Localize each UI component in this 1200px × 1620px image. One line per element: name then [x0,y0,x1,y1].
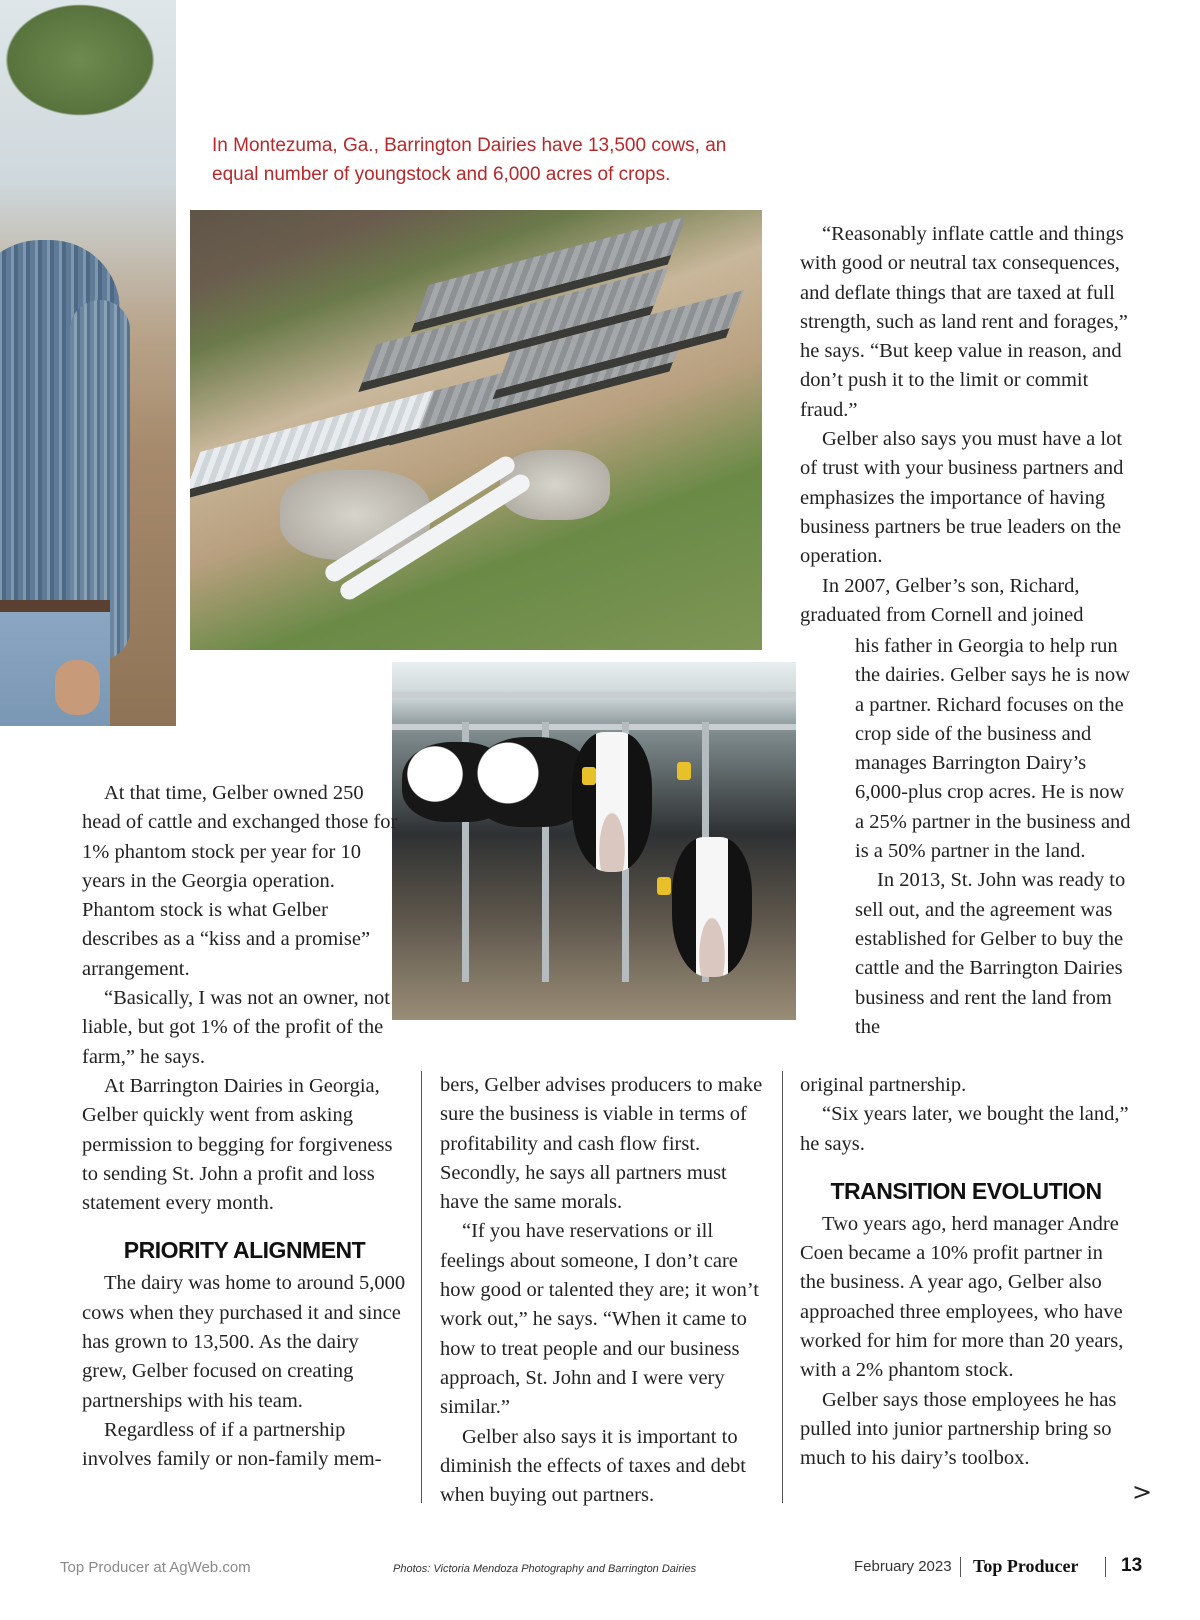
paragraph: “If you have reservations or ill feelings about someone, I don’t care how good or talented they are; it won’t work out,” he says. “When it came to how to treat people and our business approach, St. John and I were very similar.” [440,1220,760,1419]
page-number: 13 [1121,1555,1143,1576]
section-heading: TRANSITION EVOLUTION [830,1177,1102,1204]
paragraph: At that time, Gelber owned 250 head of cattle and exchanged those for 1% phantom stock per year for 10 years in the Georgia operation. Phantom stock is what Gelber describes as a “kiss and a promise” arrangement. [82,782,398,980]
paragraph: bers, Gelber advises producers to make sure the business is viable in terms of profitability and cash flow first. Secondly, he says all partners must have the same morals. [440,1074,763,1214]
aerial-dairy-photo [190,210,762,650]
issue-date: February 2023 [854,1558,952,1575]
paragraph: “Six years later, we bought the land,” he says. [800,1103,1129,1155]
right-column-top [800,220,1132,630]
paragraph: In 2007, Gelber’s son, Richard, graduated from Cornell and joined [800,574,1084,626]
caption-line-1: In Montezuma, Ga., Barrington Dairies have 13,500 cows, an [212,135,727,156]
paragraph: Gelber also says it is important to diminish the effects of taxes and debt when buying out partners. [440,1425,746,1507]
right-column-inset [855,632,1132,1042]
column-divider [782,1071,783,1503]
photo-credit: Photos: Victoria Mendoza Photography and Barrington Dairies [393,1563,697,1575]
section-heading: PRIORITY ALIGNMENT [123,1237,366,1264]
ear-tag [582,767,596,785]
cow-face [672,837,752,977]
cow-face [572,732,652,872]
footer-site: Top Producer at AgWeb.com [60,1559,251,1576]
farmer-hand-shape [55,660,100,715]
paragraph: At Barrington Dairies in Georgia, Gelber quickly went from asking permission to begging for forgiveness to sending St. John a profit and loss statement every month. [82,1074,393,1215]
paragraph: Gelber also says you must have a lot of trust with your business partners and emphasizes the importance of having business partners be true leaders on the operation. [800,428,1124,568]
paragraph: The dairy was home to around 5,000 cows when they purchased it and since has grown to 13,500. As the dairy grew, Gelber focused on creating partnerships with his team. [82,1272,406,1412]
caption-line-2: equal number of youngstock and 6,000 acres of crops. [212,164,671,185]
paragraph: “Reasonably inflate cattle and things with good or neutral tax consequences, and deflate things that are taxed at full strength, such as land rent and forages,” he says. “But keep value in reason, and don’t push it to the limit or commit fraud.” [800,223,1128,421]
magazine-name: Top Producer [973,1556,1079,1576]
paragraph: Regardless of if a partnership involves family or non-family mem- [82,1418,382,1471]
paragraph: his father in Georgia to help run the dairies. Gelber says he is now a partner. Richard focuses on the crop side of the business and manages Barrington Dairy’s 6,000-plus crop acres. He is now a 25% partner in the business and is a 50% partner in the land. [855,635,1131,863]
middle-column [440,1071,770,1510]
right-column-bottom [800,1071,1132,1474]
paragraph: In 2013, St. John was ready to sell out, and the agreement was established for Gelber to buy the cattle and the Barrington Dairies business and rent the land from the [855,869,1126,1038]
footer-separator [960,1557,961,1577]
paragraph: Gelber says those employees he has pulled into junior partnership bring so much to his dairy’s toolbox. [800,1388,1117,1470]
column-divider [421,1071,422,1503]
left-column [82,779,407,1475]
ear-tag [677,762,691,780]
barn-rail [392,724,796,730]
paragraph: Two years ago, herd manager Andre Coen became a 10% profit partner in the business. A year ago, Gelber also approached three employees, who have worked for him for more than 20 years, with a 2% phantom stock. [800,1212,1124,1382]
barn-rail [392,692,796,698]
paragraph: “Basically, I was not an owner, not liable, but got 1% of the profit of the farm,” he says. [82,987,390,1068]
footer-separator [1105,1557,1106,1577]
photo-caption [212,131,772,189]
cows-feeding-photo [384,654,804,1028]
farmer-photo [0,0,176,726]
ear-tag [657,877,671,895]
paragraph: original partnership. [800,1074,967,1096]
continue-arrow-icon: > [1132,1478,1153,1506]
